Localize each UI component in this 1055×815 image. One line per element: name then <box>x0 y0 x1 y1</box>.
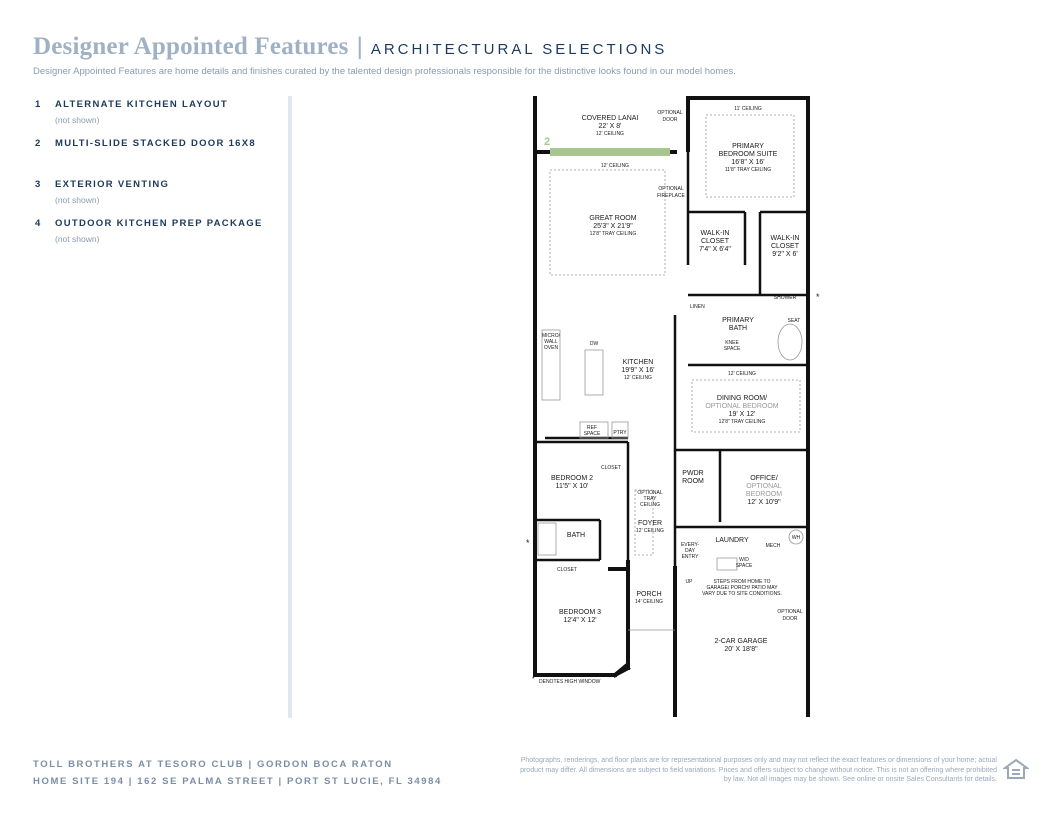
garage-optional-door-line2: DOOR <box>782 616 798 622</box>
great-room-label <box>589 215 636 237</box>
bedroom-2-closet: CLOSET <box>600 465 622 471</box>
water-heater-label: WH <box>791 535 801 541</box>
footer-line-1: TOLL BROTHERS AT TESORO CLUB | GORDON BOCA RATON <box>33 759 393 770</box>
callout-marker: 2 <box>544 136 551 148</box>
primary-suite-name1: PRIMARY <box>732 143 764 150</box>
foyer-name: FOYER <box>637 520 663 527</box>
kitchen-label <box>621 359 654 381</box>
kitchen-dims: 19'9" X 16' <box>621 367 655 374</box>
kitchen-ceiling: 12' CEILING <box>624 375 652 381</box>
office-label <box>746 475 782 506</box>
dining-top-ceiling: 12' CEILING <box>728 371 756 377</box>
legal-disclaimer: Photographs, renderings, and floor plans are for representational purposes only and may not reflect the exact features or dimensions of your home; actual product may differ. All dimensions are subject to field variations. Prices and offers subject to change without notice. This is not an offering where prohibited by law. Not all images may be shown. See online or onsite Sales Consultants for details. <box>520 757 997 783</box>
lanai-name: COVERED LANAI <box>581 115 639 122</box>
office-optional-1: OPTIONAL <box>746 483 782 490</box>
optional-fireplace <box>657 186 685 199</box>
feature-item <box>35 218 280 244</box>
garage-name: 2-CAR GARAGE <box>714 638 768 645</box>
lanai-dims: 22' X 8' <box>598 123 622 130</box>
bath-label: BATH <box>566 532 586 539</box>
garage-optional-door <box>777 609 803 622</box>
micro-wall-oven <box>542 333 561 351</box>
walkin-closet-2-line1: WALK-IN <box>770 235 800 242</box>
everyday-entry-line3: ENTRY <box>681 554 699 560</box>
ref-space-line1: REF <box>587 425 597 431</box>
bath-closet-label: CLOSET <box>556 567 578 573</box>
primary-bath-line2: BATH <box>728 325 748 332</box>
floor-plan <box>520 90 830 730</box>
bedroom-3-name: BEDROOM 3 <box>558 609 602 616</box>
primary-suite-name2: BEDROOM SUITE <box>718 151 778 158</box>
feature-note: (not shown) <box>55 234 100 244</box>
pwdr-line2: ROOM <box>682 478 704 485</box>
feature-label: ALTERNATE KITCHEN LAYOUT <box>55 99 228 110</box>
garage-dims: 20' X 18'8" <box>724 646 758 653</box>
optional-tray-line1: OPTIONAL <box>637 490 663 496</box>
micro-wall-oven-line2: WALL <box>544 339 558 345</box>
dining-ceiling: 12'8" TRAY CEILING <box>718 419 766 425</box>
walkin-closet-1-line2: CLOSET <box>700 238 730 245</box>
walkin-closet-2-line2: CLOSET <box>770 243 800 250</box>
seat-label: SEAT <box>787 318 801 324</box>
mech-label: MECH <box>765 543 781 549</box>
feature-number: 2 <box>35 138 42 149</box>
high-window-asterisk: * <box>526 538 530 548</box>
page-title: Designer Appointed Features <box>33 33 349 60</box>
dining-optional: OPTIONAL BEDROOM <box>705 403 779 410</box>
callout-highlight <box>550 148 670 156</box>
up-label: UP <box>685 579 693 585</box>
wd-space-line2: SPACE <box>735 563 753 569</box>
feature-list <box>35 99 280 257</box>
micro-wall-oven-line1: MICRO/ <box>541 333 561 339</box>
wd-space <box>736 557 753 569</box>
dining-name: DINING ROOM/ <box>716 395 768 402</box>
linen-label: LINEN <box>690 304 705 310</box>
section-divider <box>288 96 292 718</box>
optional-tray-line3: CEILING <box>639 502 661 508</box>
optional-tray-ceiling <box>637 490 663 508</box>
footer-address <box>33 759 442 793</box>
pwdr-line1: PWDR <box>682 470 704 477</box>
feature-label: MULTI-SLIDE STACKED DOOR 16X8 <box>55 138 256 149</box>
garage-optional-door-line1: OPTIONAL <box>777 609 803 615</box>
page-header <box>33 33 1035 77</box>
intro-text: Designer Appointed Features are home details and finishes curated by the talented design professionals responsible for the distinctive looks found in our model homes. <box>33 66 736 77</box>
porch-name: PORCH <box>636 591 662 598</box>
everyday-entry-line2: DAY <box>685 548 695 554</box>
walkin-closet-2-label <box>771 235 800 258</box>
optional-fireplace-line1: OPTIONAL <box>658 186 684 192</box>
primary-suite-ceiling: 11'8" TRAY CEILING <box>724 167 772 173</box>
foyer-ceiling: 12' CEILING <box>636 528 664 534</box>
feature-note: (not shown) <box>55 115 100 125</box>
optional-tray-line2: TRAY <box>643 496 657 502</box>
feature-item <box>35 138 280 149</box>
walkin-closet-1-label <box>699 230 731 253</box>
high-window-asterisk: * <box>816 292 820 302</box>
lanai-optional-door-line2: DOOR <box>662 117 678 123</box>
great-room-ceiling: 12'8" TRAY CEILING <box>589 231 637 237</box>
feature-note: (not shown) <box>55 195 100 205</box>
walkin-closet-1-line1: WALK-IN <box>700 230 730 237</box>
porch-ceiling: 14' CEILING <box>635 599 663 605</box>
micro-wall-oven-line3: OVEN <box>543 345 559 351</box>
equal-housing-icon <box>1003 758 1029 782</box>
lanai-ceiling: 12' CEILING <box>596 131 624 137</box>
everyday-entry <box>681 542 699 560</box>
ref-space <box>584 425 601 437</box>
pantry-label: PTRY <box>613 430 627 436</box>
primary-suite-dims: 16'8" X 16' <box>731 159 765 166</box>
powder-room-label <box>682 470 704 485</box>
dishwasher-label: DW <box>589 341 599 347</box>
everyday-entry-line1: EVERY- <box>680 542 700 548</box>
knee-space-line2: SPACE <box>723 346 741 352</box>
knee-space-line1: KNEE <box>725 340 739 346</box>
steps-note-line1: STEPS FROM HOME TO <box>713 579 771 585</box>
footer-line-2: HOME SITE 194 | 162 SE PALMA STREET | PORT ST LUCIE, FL 34984 <box>33 776 442 787</box>
office-name: OFFICE/ <box>750 475 778 482</box>
wd-space-line1: W/D <box>739 557 749 563</box>
office-optional-2: BEDROOM <box>745 491 783 498</box>
bedroom-3-dims: 12'4" X 12' <box>563 617 597 624</box>
high-window-asterisk: * <box>532 676 535 683</box>
great-room-name: GREAT ROOM <box>589 215 637 222</box>
garage-label <box>715 638 768 653</box>
feature-number: 4 <box>35 218 42 229</box>
primary-bath-label <box>722 317 754 332</box>
foyer-label <box>636 520 664 534</box>
great-room-dims: 25'3" X 21'9" <box>593 223 633 230</box>
lanai-door-ceiling: 12' CEILING <box>601 163 629 169</box>
dining-room-label <box>705 395 778 425</box>
feature-number: 1 <box>35 99 42 110</box>
knee-space <box>724 340 741 352</box>
feature-item <box>35 179 280 205</box>
primary-bath-line1: PRIMARY <box>722 317 754 324</box>
office-dims: 12' X 10'9" <box>747 499 781 506</box>
title-row <box>33 33 1035 61</box>
bedroom-3-label <box>559 609 601 624</box>
kitchen-name: KITCHEN <box>622 359 654 366</box>
optional-fireplace-line2: FIREPLACE <box>657 193 685 199</box>
high-window-note: DENOTES HIGH WINDOW <box>539 679 601 685</box>
bedroom-2-label <box>551 475 593 490</box>
title-separator: | <box>356 33 363 60</box>
lanai-optional-door-line1: OPTIONAL <box>657 110 683 116</box>
porch-label <box>635 591 663 605</box>
lanai-optional-door <box>657 110 683 123</box>
steps-note-line3: VARY DUE TO SITE CONDITIONS. <box>702 591 782 597</box>
feature-item <box>35 99 280 125</box>
dining-dims: 19' X 12' <box>728 411 756 418</box>
primary-suite-top-ceiling: 11' CEILING <box>734 106 762 112</box>
feature-label: EXTERIOR VENTING <box>55 179 170 190</box>
bedroom-2-name: BEDROOM 2 <box>550 475 594 482</box>
walkin-closet-1-dims: 7'4" X 6'4" <box>699 246 731 253</box>
walkin-closet-2-dims: 9'2" X 6' <box>772 251 798 258</box>
feature-number: 3 <box>35 179 42 190</box>
shower-label: SHOWER <box>773 295 797 301</box>
steps-note <box>702 579 782 597</box>
ref-space-line2: SPACE <box>583 431 601 437</box>
steps-note-line2: GARAGE/ PORCH/ PATIO MAY <box>706 585 778 591</box>
bedroom-2-dims: 11'5" X 10' <box>555 483 589 490</box>
primary-suite-label <box>719 143 778 173</box>
floor-plan-drawing <box>520 90 830 730</box>
laundry-label: LAUNDRY <box>715 537 749 544</box>
lanai-label <box>582 115 639 137</box>
page-subtitle: ARCHITECTURAL SELECTIONS <box>370 41 668 58</box>
feature-label: OUTDOOR KITCHEN PREP PACKAGE <box>55 218 263 229</box>
